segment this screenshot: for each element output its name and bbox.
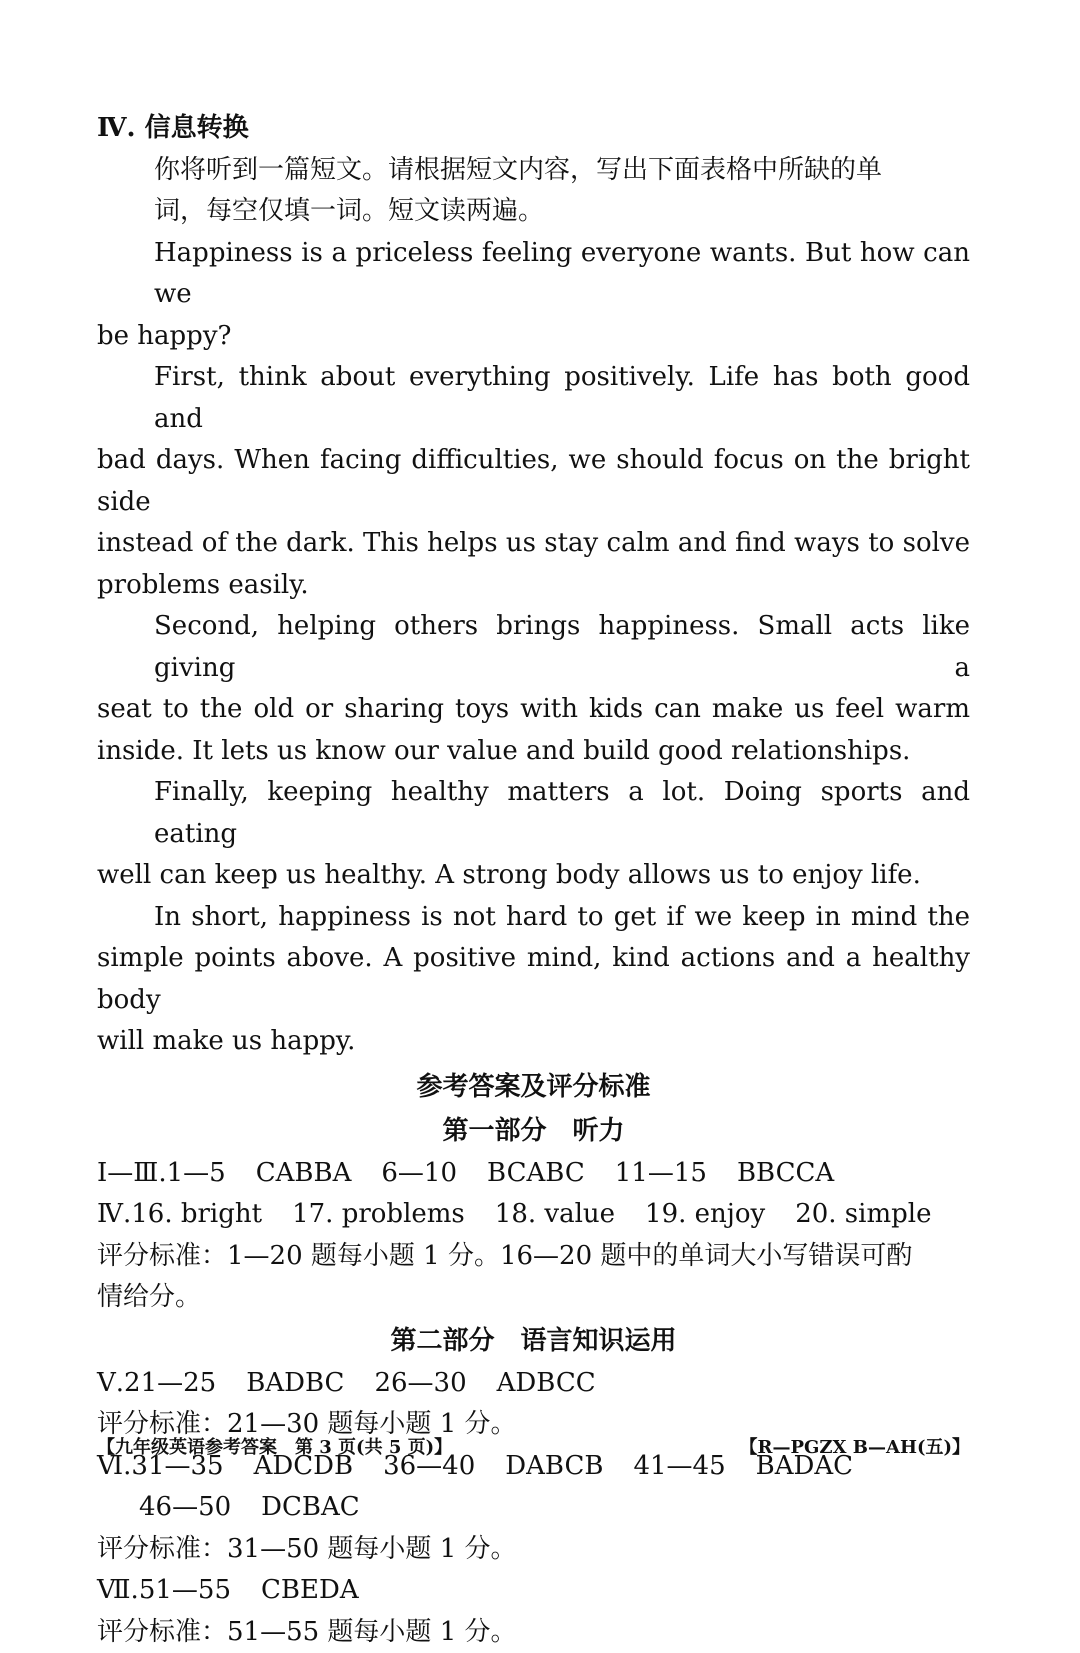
answer-group: DCBAC	[261, 1492, 360, 1522]
row-label: Ⅰ—Ⅲ.	[97, 1158, 167, 1188]
range: 51—55	[139, 1575, 231, 1605]
answers-v-row	[97, 1363, 970, 1405]
answer-group: ADCDB	[254, 1451, 353, 1481]
passage-line: instead of the dark. This helps us stay calm and find ways to solve	[97, 523, 970, 565]
range: 11—15	[615, 1158, 707, 1188]
passage-line: well can keep us healthy. A strong body allows us to enjoy life.	[97, 855, 970, 897]
vii-criteria: 评分标准：51—55 题每小题 1 分。	[97, 1612, 970, 1653]
answer-group: DABCB	[505, 1451, 603, 1481]
passage-line: Finally, keeping healthy matters a lot. Doing sports and eating	[97, 772, 970, 855]
passage-line: simple points above. A positive mind, kind actions and a healthy body	[97, 938, 970, 1021]
answer-group: BADBC	[246, 1368, 344, 1398]
answers-i-iii-row	[97, 1153, 970, 1195]
answer-word: 17. problems	[292, 1199, 465, 1229]
passage-line: be happy?	[97, 316, 970, 358]
answers-vi-row-cont	[97, 1487, 970, 1529]
range: 6—10	[381, 1158, 457, 1188]
answer-group: BBCCA	[737, 1158, 834, 1188]
passage	[97, 233, 970, 1063]
answer-group: BADAC	[756, 1451, 853, 1481]
footer-right: 【R—PGZX B—AH(五)】	[740, 1433, 970, 1459]
passage-line: seat to the old or sharing toys with kids can make us feel warm	[97, 689, 970, 731]
part1-criteria-line-2: 情给分。	[97, 1277, 970, 1319]
instruction-line-2: 词，每空仅填一词。短文读两遍。	[97, 191, 970, 233]
part2-title: 第二部分 语言知识运用	[97, 1319, 970, 1363]
range: 21—25	[124, 1368, 216, 1398]
vi-criteria: 评分标准：31—50 题每小题 1 分。	[97, 1529, 970, 1571]
answer-group: BCABC	[487, 1158, 585, 1188]
answer-group: CABBA	[256, 1158, 352, 1188]
passage-line: bad days. When facing difficulties, we should focus on the bright side	[97, 440, 970, 523]
section-iv-title: Ⅳ. 信息转换	[97, 108, 970, 150]
answer-key-title: 参考答案及评分标准	[97, 1065, 970, 1109]
passage-line: Second, helping others brings happiness. Small acts like giving a	[97, 606, 970, 689]
v-criteria: 评分标准：21—30 题每小题 1 分。	[97, 1404, 970, 1446]
answers-iv-row	[97, 1194, 970, 1236]
range: 31—35	[131, 1451, 223, 1481]
answer-word: 16. bright	[131, 1199, 262, 1229]
passage-line: problems easily.	[97, 565, 970, 607]
answer-group: CBEDA	[261, 1575, 359, 1605]
range: 46—50	[139, 1492, 231, 1522]
row-label: Ⅵ.	[97, 1451, 131, 1481]
answer-word: 19. enjoy	[645, 1199, 765, 1229]
range: 26—30	[374, 1368, 466, 1398]
part1-criteria-line-1: 评分标准：1—20 题每小题 1 分。16—20 题中的单词大小写错误可酌	[97, 1236, 970, 1278]
row-label: Ⅳ.	[97, 1199, 131, 1229]
answer-group: ADBCC	[497, 1368, 596, 1398]
passage-line: Happiness is a priceless feeling everyone wants. But how can we	[97, 233, 970, 316]
page-footer	[97, 1433, 970, 1459]
passage-line: First, think about everything positively. Life has both good and	[97, 357, 970, 440]
passage-line: will make us happy.	[97, 1021, 970, 1063]
answer-word: 18. value	[495, 1199, 615, 1229]
passage-line: In short, happiness is not hard to get if we keep in mind the	[97, 897, 970, 939]
row-label: Ⅶ.	[97, 1575, 139, 1605]
answers-vii-row	[97, 1570, 970, 1612]
range: 1—5	[167, 1158, 226, 1188]
range: 41—45	[633, 1451, 725, 1481]
instruction-line-1: 你将听到一篇短文。请根据短文内容，写出下面表格中所缺的单	[97, 150, 970, 192]
part1-title: 第一部分 听力	[97, 1109, 970, 1153]
page-content	[97, 108, 970, 1653]
range: 36—40	[383, 1451, 475, 1481]
footer-left: 【九年级英语参考答案 第 3 页(共 5 页)】	[97, 1433, 452, 1459]
answer-word: 20. simple	[795, 1199, 931, 1229]
row-label: Ⅴ.	[97, 1368, 124, 1398]
passage-line: inside. It lets us know our value and build good relationships.	[97, 731, 970, 773]
